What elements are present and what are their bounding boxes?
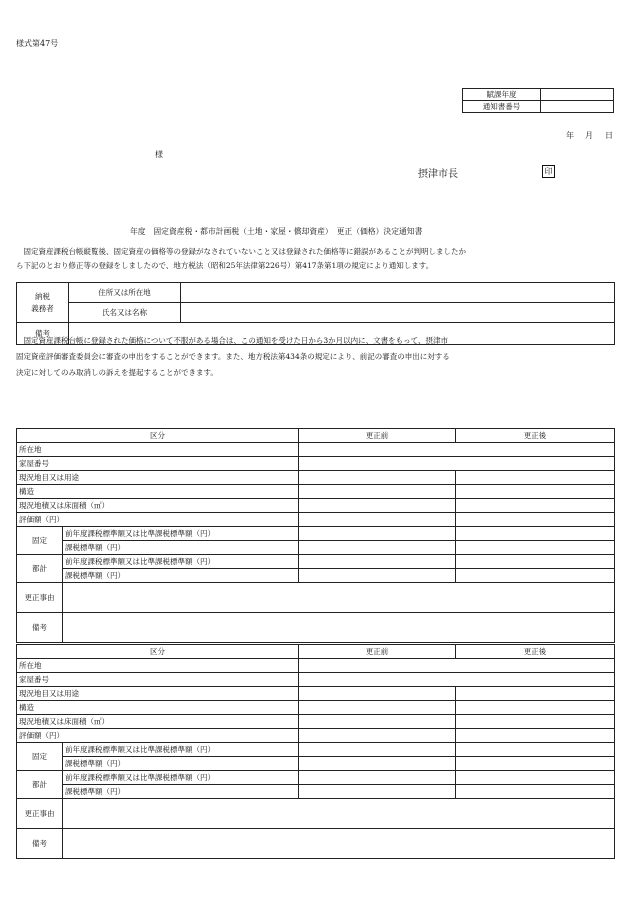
area-before[interactable] [299, 715, 456, 729]
notice-title: 年度 固定資産税・都市計画税（土地・家屋・償却資産） 更正（価格）決定通知書 [130, 227, 423, 236]
current-use-after[interactable] [456, 687, 615, 701]
sender-title: 摂津市長 [418, 169, 458, 180]
row-structure: 構造 [17, 701, 299, 715]
fixed-standard-after[interactable] [456, 541, 615, 555]
current-use-after[interactable] [456, 471, 615, 485]
house-number-field[interactable] [299, 673, 615, 687]
intro-line-2: ら下記のとおり修正等の登録をしましたので、地方税法（昭和25年法律第226号）第417条第1項の規定により通知します。 [16, 261, 434, 271]
row-group-fixed: 固定 [17, 743, 63, 771]
fixed-standard-before[interactable] [299, 541, 456, 555]
assessed-value-after[interactable] [456, 513, 615, 527]
col-header-category: 区分 [17, 429, 299, 443]
row-assessed-value: 評価額（円） [17, 513, 299, 527]
location-field[interactable] [299, 443, 615, 457]
fiscal-year-label: 賦課年度 [463, 89, 541, 101]
reason-field[interactable] [63, 799, 615, 829]
row-structure: 構造 [17, 485, 299, 499]
row-area: 現況地積又は床面積（㎡） [17, 715, 299, 729]
city-prev-before[interactable] [299, 555, 456, 569]
house-number-field[interactable] [299, 457, 615, 471]
taxpayer-address-label: 住所又は所在地 [69, 283, 181, 303]
date-month: 月 [585, 131, 593, 140]
structure-after[interactable] [456, 701, 615, 715]
appeal-line-1: 固定資産課税台帳に登録された価格について不服がある場合は、この通知を受けた日から3か月以内に、文書をもって、摂津市 [16, 336, 448, 345]
row-city-standard: 課税標準額（円） [63, 569, 299, 583]
row-fixed-prev-standard: 前年度課税標準額又は比準課税標準額（円） [63, 527, 299, 541]
row-reason: 更正事由 [17, 583, 63, 613]
remarks-field[interactable] [63, 613, 615, 643]
seal-icon: 印 [542, 165, 555, 178]
notice-number-label: 通知書番号 [463, 101, 541, 113]
city-prev-after[interactable] [456, 555, 615, 569]
fixed-standard-before[interactable] [299, 757, 456, 771]
col-header-after: 更正後 [456, 429, 615, 443]
fixed-standard-after[interactable] [456, 757, 615, 771]
row-fixed-standard: 課税標準額（円） [63, 757, 299, 771]
taxpayer-remarks-label: 備考 [17, 323, 69, 345]
assessed-value-before[interactable] [299, 729, 456, 743]
current-use-before[interactable] [299, 687, 456, 701]
structure-before[interactable] [299, 701, 456, 715]
city-standard-before[interactable] [299, 569, 456, 583]
col-header-before: 更正前 [299, 645, 456, 659]
fixed-prev-before[interactable] [299, 527, 456, 541]
row-group-city-planning: 都計 [17, 771, 63, 799]
notice-number-field[interactable] [541, 101, 614, 113]
row-current-use: 現況地目又は用途 [17, 471, 299, 485]
row-area: 現況地積又は床面積（㎡） [17, 499, 299, 513]
intro-paragraph [16, 245, 616, 274]
fiscal-year-field[interactable] [541, 89, 614, 101]
remarks-field[interactable] [63, 829, 615, 859]
date-year: 年 [566, 131, 574, 140]
taxpayer-address-field[interactable] [181, 283, 615, 303]
row-location: 所在地 [17, 659, 299, 673]
taxpayer-name-field[interactable] [181, 303, 615, 323]
city-prev-before[interactable] [299, 771, 456, 785]
assessed-value-before[interactable] [299, 513, 456, 527]
structure-after[interactable] [456, 485, 615, 499]
area-before[interactable] [299, 499, 456, 513]
addressee-suffix: 様 [155, 150, 163, 159]
form-number: 様式第47号 [16, 39, 59, 48]
row-fixed-standard: 課税標準額（円） [63, 541, 299, 555]
area-after[interactable] [456, 715, 615, 729]
correction-table-1 [16, 428, 615, 643]
row-remarks: 備考 [17, 613, 63, 643]
structure-before[interactable] [299, 485, 456, 499]
col-header-after: 更正後 [456, 645, 615, 659]
row-house-number: 家屋番号 [17, 673, 299, 687]
reason-field[interactable] [63, 583, 615, 613]
current-use-before[interactable] [299, 471, 456, 485]
row-city-prev-standard: 前年度課税標準額又は比準課税標準額（円） [63, 771, 299, 785]
city-standard-after[interactable] [456, 569, 615, 583]
appeal-paragraph [16, 333, 616, 381]
row-reason: 更正事由 [17, 799, 63, 829]
fixed-prev-after[interactable] [456, 527, 615, 541]
correction-table-2 [16, 644, 615, 859]
seal-mark [542, 165, 555, 178]
city-prev-after[interactable] [456, 771, 615, 785]
row-fixed-prev-standard: 前年度課税標準額又は比準課税標準額（円） [63, 743, 299, 757]
appeal-line-2: 固定資産評価審査委員会に審査の申出をすることができます。また、地方税法第434条の規定により、前記の審査の申出に対する [16, 352, 450, 362]
row-group-fixed: 固定 [17, 527, 63, 555]
fixed-prev-before[interactable] [299, 743, 456, 757]
fixed-prev-after[interactable] [456, 743, 615, 757]
col-header-before: 更正前 [299, 429, 456, 443]
row-city-prev-standard: 前年度課税標準額又は比準課税標準額（円） [63, 555, 299, 569]
header-box [462, 88, 614, 113]
city-standard-before[interactable] [299, 785, 456, 799]
date-day: 日 [605, 131, 613, 140]
row-house-number: 家屋番号 [17, 457, 299, 471]
city-standard-after[interactable] [456, 785, 615, 799]
col-header-category: 区分 [17, 645, 299, 659]
location-field[interactable] [299, 659, 615, 673]
row-group-city-planning: 都計 [17, 555, 63, 583]
appeal-line-3: 決定に対してのみ取消しの訴えを提起することができます。 [16, 368, 218, 378]
intro-line-1: 固定資産課税台帳縦覧後、固定資産の価格等の登録がなされていないこと又は登録された価格等に錯誤があることが判明しましたか [16, 247, 466, 256]
taxpayer-name-label: 氏名又は名称 [69, 303, 181, 323]
area-after[interactable] [456, 499, 615, 513]
row-current-use: 現況地目又は用途 [17, 687, 299, 701]
taxpayer-group-label: 納税 義務者 [17, 283, 69, 323]
row-remarks: 備考 [17, 829, 63, 859]
row-assessed-value: 評価額（円） [17, 729, 299, 743]
assessed-value-after[interactable] [456, 729, 615, 743]
row-city-standard: 課税標準額（円） [63, 785, 299, 799]
row-location: 所在地 [17, 443, 299, 457]
